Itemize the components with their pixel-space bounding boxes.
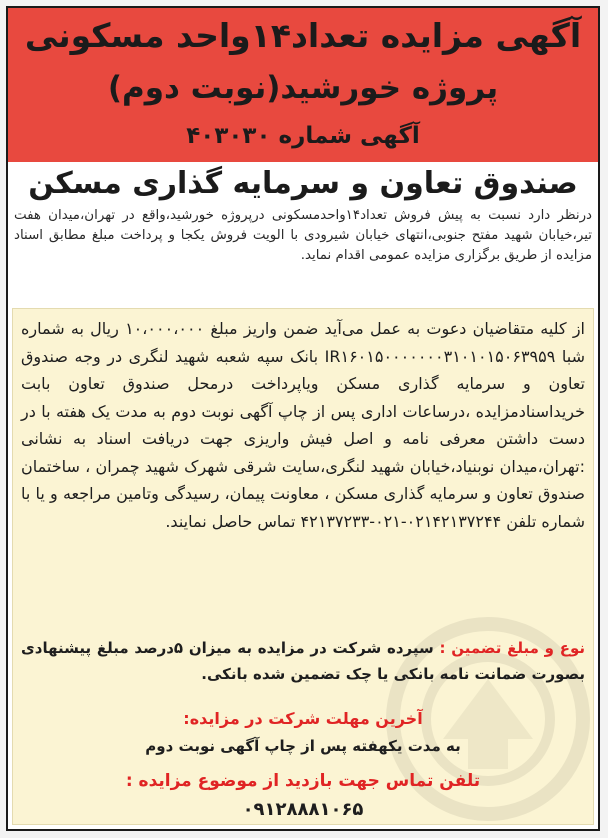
- guarantee-text: سپرده شرکت در مزایده به میزان ۵درصد مبلغ پیشنهادی بصورت ضمانت نامه بانکی یا چک تضمین شده بانکی.: [21, 639, 585, 683]
- notice-title: آگهی مزایده تعداد۱۴واحد مسکونی: [24, 16, 582, 55]
- notice-number: آگهی شماره ۴۰۳۰۳۰: [186, 123, 420, 149]
- contact-heading: تلفن تماس جهت بازدید از موضوع مزایده :: [125, 771, 481, 791]
- deadline-text: به مدت یکهفته پس از چاپ آگهی نوبت دوم: [145, 737, 461, 755]
- guarantee-label: نوع و مبلغ تضمین :: [439, 639, 586, 657]
- project-name: پروژه خورشید(نوبت دوم): [107, 70, 499, 106]
- contact-phone: ۰۹۱۲۸۸۸۱۰۶۵: [242, 799, 364, 820]
- details-panel: [12, 308, 594, 825]
- deadline-heading: آخرین مهلت شرکت در مزایده:: [183, 709, 423, 728]
- intro-paragraph: درنظر دارد نسبت به پیش فروش تعداد۱۴واحدمسکونی درپروژه خورشید،واقع در تهران،میدان هفت تیر،خیابان شهید مفتح جنوبی،انتهای خیابان شیرودی با الویت فروش یکجا و پرداخت مبلغ مطابق اسناد مزایده از طریق برگزاری مزایده عمومی اقدام نماید.: [14, 208, 593, 263]
- guarantee-section: [21, 635, 585, 687]
- organization-name: صندوق تعاون و سرمایه گذاری مسکن: [28, 166, 578, 201]
- auction-notice: [6, 6, 600, 831]
- notice-header: [8, 8, 598, 162]
- application-instructions: از کلیه متقاضیان دعوت به عمل می‌آید ضمن واریز مبلغ ۱۰،۰۰۰،۰۰۰ ریال به شماره شبا IR۱۶۰۱۵۰۰۰۰۰۰۰۳۱۰۱۰۱۵۰۶۳۹۵۹ بانک سپه شعبه شهید لنگری در وجه صندوق تعاون و سرمایه گذاری مسکن ویاپرداخت درمحل صندوق تعاون بابت خریداسنادمزایده ،درساعات اداری پس از چاپ آگهی نوبت دوم به مدت یک هفته با در دست داشتن معرفی نامه و اصل فیش واریزی جهت دریافت اسناد به نشانی :تهران،میدان نوبنیاد،خیابان شهید لنگری،سایت شرقی شهرک شهید چمران ، ساختمان صندوق تعاون و سرمایه گذاری مسکن ، معاونت پیمان، رسیدگی وتامین مراجعه و یا با شماره تلفن ۰۲۱۴۲۱۳۷۲۴۴-۰۲۱-۴۲۱۳۷۲۳۳ تماس حاصل نمایند.: [21, 319, 586, 531]
